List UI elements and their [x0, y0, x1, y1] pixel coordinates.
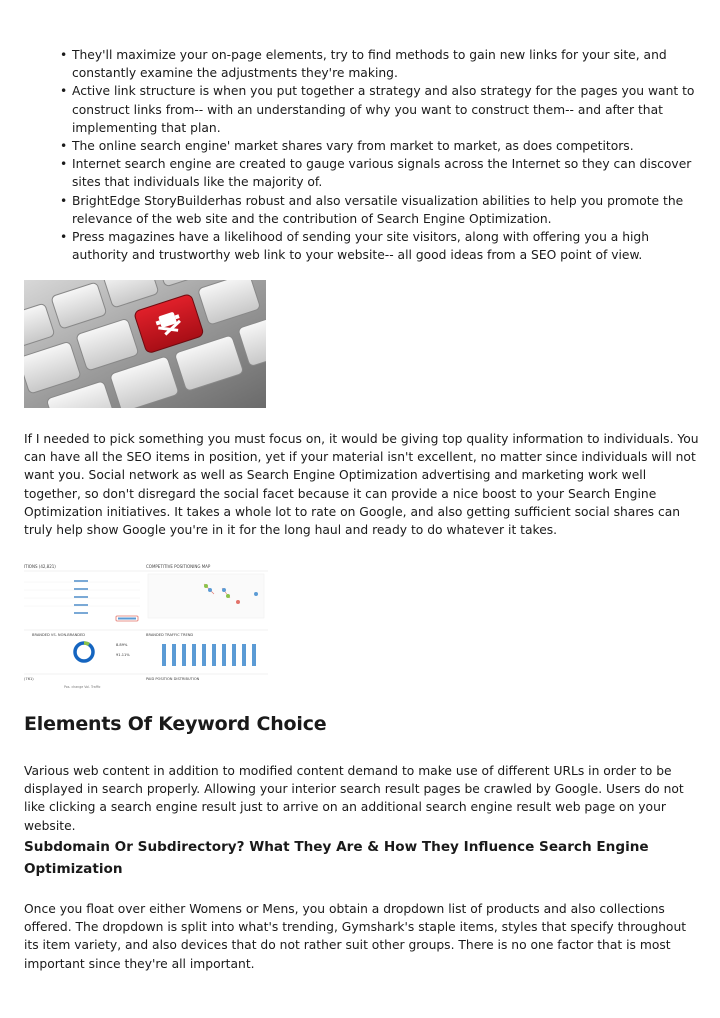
- keyboard-malware-key-image: [24, 280, 266, 408]
- dashboard-stat: 8.89%: [116, 643, 128, 647]
- dashboard-column-headers: Pos. change Vol. Traffic: [64, 685, 101, 689]
- dashboard-panel-title: BRANDED TRAFFIC TREND: [146, 633, 194, 637]
- bullet-item: • Active link structure is when you put together a strategy and also strategy for the pages you want to construct links from-- with an understanding of why you want to construct them-- and after that implementing that plan.: [60, 82, 700, 137]
- bullet-item: • Internet search engine are created to gauge various signals across the Internet so they can discover sites that individuals like the majority of.: [60, 155, 700, 191]
- heading-keyword-choice: Elements Of Keyword Choice: [24, 713, 327, 735]
- paragraph-dropdown: Once you float over either Womens or Mens, you obtain a dropdown list of products and also collections offered. The dropdown is split into what's trending, Gymshark's staple items, styles that specify throughout its item variety, and also devices that do not rather suit other groups. There is no one factor that is most important since they're all important.: [24, 902, 687, 971]
- dashboard-panel-title: PAID POSITION DISTRIBUTION: [146, 677, 200, 681]
- paragraph-social: If I needed to pick something you must focus on, it would be giving top quality information to individuals. You can have all the SEO items in position, yet if your material isn't excellent, no matter since individuals will not want you. Social network as well as Search Engine Optimization advertising and marketing work well together, so don't disregard the social facet because it can provide a nice boost to your Search Engine Optimization initiatives. It takes a whole lot to rate on Google, and also getting sufficient social shares can truly help show Google you're in it for the long haul and ready to do whatever it takes.: [24, 432, 699, 538]
- bullet-item: • The online search engine' market shares vary from market to market, as does competitors.: [60, 137, 700, 155]
- bullet-item: • Press magazines have a likelihood of sending your site visitors, along with offering you a high authority and trustworthy web link to your website-- all good ideas from a SEO point of view.: [60, 228, 700, 264]
- heading-subdomain: Subdomain Or Subdirectory? What They Are & How They Influence Search Engine Optimization: [24, 839, 649, 877]
- dashboard-stat: 91.11%: [116, 653, 130, 657]
- paragraph-urls: Various web content in addition to modified content demand to make use of different URLs in order to be displayed in search properly. Allowing your interior search result pages be crawled by Google. Users do not like clicking a search engine result just to arrive on an additional search engine result web page on your website.: [24, 764, 684, 833]
- dashboard-panel-title: (761): [24, 677, 34, 681]
- bullet-item: • They'll maximize your on-page elements, try to find methods to gain new links for your site, and constantly examine the adjustments they're making.: [60, 46, 700, 82]
- bullet-list: [60, 46, 700, 264]
- dashboard-panel-title: BRANDED VS. NON-BRANDED: [32, 633, 86, 637]
- seo-dashboard-image: [24, 560, 268, 690]
- dashboard-panel-title: COMPETITIVE POSITIONING MAP: [146, 564, 211, 569]
- dashboard-panel-title: ITIONS (42,821): [24, 564, 56, 569]
- bullet-item: • BrightEdge StoryBuilderhas robust and also versatile visualization abilities to help you promote the relevance of the web site and the contribution of Search Engine Optimization.: [60, 192, 700, 228]
